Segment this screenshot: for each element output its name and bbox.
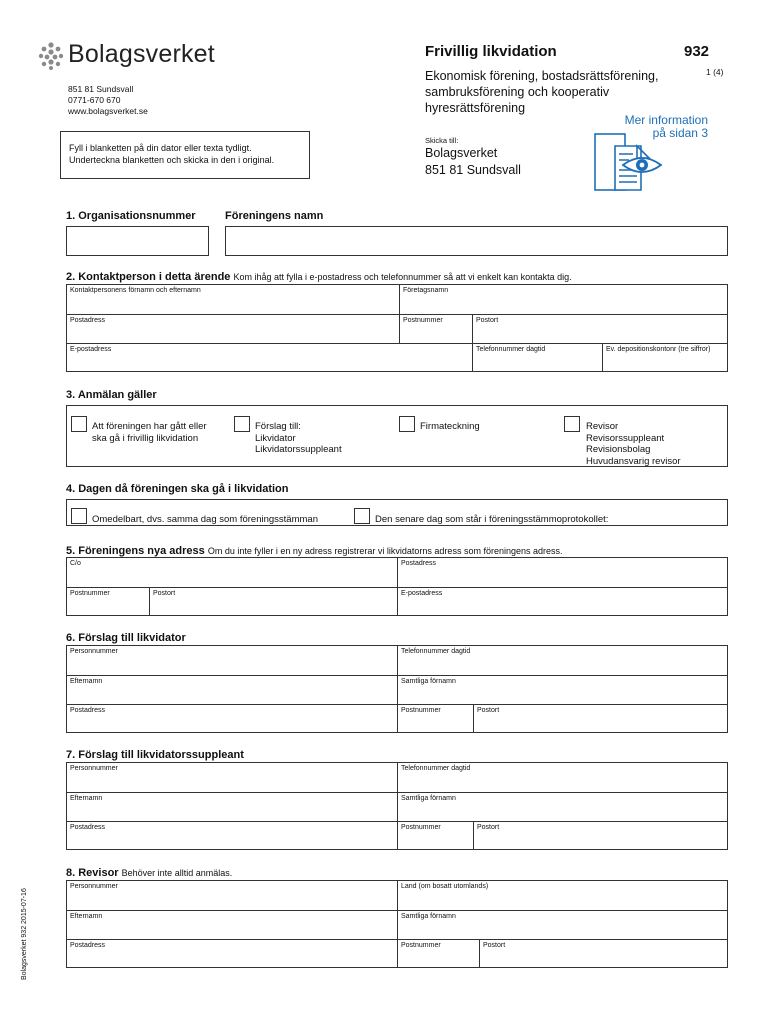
field-label: Efternamn: [70, 795, 103, 802]
form-title: Frivillig likvidation: [425, 43, 557, 60]
field-label: Samtliga förnamn: [401, 795, 456, 802]
field-label: Ev. depositionskontonr (tre siffror): [606, 346, 711, 353]
field-label: Postnummer: [401, 824, 441, 831]
liquidator-firstnames-field[interactable]: [397, 676, 727, 704]
new-postal-code-field[interactable]: [67, 588, 149, 615]
deputy-address-field[interactable]: [67, 822, 397, 849]
field-label: Telefonnummer dagtid: [401, 648, 471, 655]
send-to-label: Skicka till:: [425, 136, 459, 145]
section-5-note: Om du inte fyller i en ny adress registrerar vi likvidatorns adress som föreningens adress.: [207, 546, 563, 556]
contact-person-grid: [66, 284, 728, 372]
new-address-field[interactable]: [397, 558, 727, 587]
option-line: Likvidatorssuppleant: [255, 444, 342, 455]
field-label: Postort: [153, 590, 176, 597]
signatory-checkbox[interactable]: [399, 416, 415, 432]
auditor-pnr-field[interactable]: [67, 881, 397, 910]
contact-phone-field[interactable]: [472, 344, 602, 371]
instruction-line: Fyll i blanketten på din dator eller texta tydligt.: [69, 143, 252, 153]
deputy-phone-field[interactable]: [397, 763, 727, 792]
liquidator-postal-code-field[interactable]: [397, 705, 473, 732]
field-label: Telefonnummer dagtid: [476, 346, 546, 353]
field-label: Postnummer: [70, 590, 110, 597]
field-label: Postnummer: [403, 317, 443, 324]
section-2-note: Kom ihåg att fylla i e-postadress och telefonnummer så att vi enkelt kan kontakta dig.: [233, 272, 572, 282]
new-address-grid: [66, 557, 728, 616]
form-subtitle: [425, 68, 675, 116]
auditor-grid: [66, 880, 728, 968]
instruction-line: Underteckna blanketten och skicka in den i original.: [69, 155, 275, 165]
auditor-label: [586, 421, 681, 467]
option-line: Revisorssuppleant: [586, 432, 665, 444]
option-line: Huvudansvarig revisor: [586, 455, 681, 467]
section-8-heading: 8. Revisor: [66, 867, 119, 879]
option-line: Att föreningen har gått eller: [92, 421, 207, 432]
signatory-label: [420, 421, 480, 433]
field-label: Postort: [483, 942, 506, 949]
field-label: Kontaktpersonens förnamn och efternamn: [70, 287, 201, 294]
auditor-address-field[interactable]: [67, 940, 397, 967]
later-date-field[interactable]: [630, 500, 727, 525]
logo-text: Bolagsverket: [68, 40, 215, 68]
send-to-line: 851 81 Sundsvall: [425, 163, 521, 177]
org-number-field[interactable]: [66, 226, 209, 256]
field-label: Personnummer: [70, 765, 118, 772]
new-email-field[interactable]: [397, 588, 727, 615]
liquidation-checkbox[interactable]: [71, 416, 87, 432]
option-line: Likvidator: [255, 432, 296, 444]
phone-line: 0771-670 670: [68, 95, 121, 105]
contact-email-field[interactable]: [67, 344, 472, 371]
option-line: Revisionsbolag: [586, 444, 651, 455]
liquidation-date-box: [66, 499, 728, 526]
section-5-heading: 5. Föreningens nya adress: [66, 545, 205, 557]
document-eye-icon: [593, 124, 665, 194]
field-label: E-postadress: [401, 590, 443, 597]
section-2-title: [66, 271, 572, 283]
liquidator-surname-field[interactable]: [67, 676, 397, 704]
immediately-checkbox[interactable]: [71, 508, 87, 524]
contact-postal-code-field[interactable]: [399, 315, 472, 343]
co-field[interactable]: [67, 558, 397, 587]
section-5-title: [66, 545, 563, 557]
new-city-field[interactable]: [149, 588, 397, 615]
field-label: Telefonnummer dagtid: [401, 765, 471, 772]
field-label: Postnummer: [401, 942, 441, 949]
option-line: Förslag till:: [255, 421, 301, 432]
info-line: Mer information: [624, 113, 708, 127]
field-label: Postnummer: [401, 707, 441, 714]
section-8-title: [66, 867, 232, 879]
option-line: Revisor: [586, 421, 619, 432]
send-to-address: [425, 145, 521, 179]
immediately-label: Omedelbart, dvs. samma dag som föreningsstämman: [92, 514, 318, 525]
field-label: Postort: [477, 824, 500, 831]
address-line: 851 81 Sundsvall: [68, 84, 134, 94]
field-label: Postort: [476, 317, 499, 324]
info-line: på sidan 3: [652, 126, 708, 140]
instructions-box: [60, 131, 310, 179]
subtitle-line: Ekonomisk förening, bostadsrättsförening,: [425, 69, 659, 83]
liquidator-proposal-checkbox[interactable]: [234, 416, 250, 432]
field-label: Personnummer: [70, 648, 118, 655]
section-3-title: 3. Anmälan gäller: [66, 389, 157, 401]
contact-city-field[interactable]: [472, 315, 727, 343]
subtitle-line: hyresrättsförening: [425, 101, 526, 115]
auditor-firstnames-field[interactable]: [397, 911, 727, 939]
section-1-title: 1. Organisationsnummer: [66, 210, 196, 222]
field-label: Företagsnamn: [403, 287, 449, 294]
liquidator-proposal-label: [255, 421, 342, 456]
field-label: Postort: [477, 707, 500, 714]
section-7-title: 7. Förslag till likvidatorssuppleant: [66, 749, 244, 761]
option-line: Firmateckning: [420, 421, 480, 432]
deputy-postal-code-field[interactable]: [397, 822, 473, 849]
auditor-city-field[interactable]: [479, 940, 727, 967]
association-name-title: Föreningens namn: [225, 210, 324, 222]
company-name-field[interactable]: [399, 285, 727, 314]
later-date-checkbox[interactable]: [354, 508, 370, 524]
page-indicator: 1 (4): [706, 67, 724, 77]
deputy-pnr-field[interactable]: [67, 763, 397, 792]
website-link[interactable]: www.bolagsverket.se: [68, 106, 148, 116]
section-8-note: Behöver inte alltid anmälas.: [121, 868, 233, 878]
auditor-postal-code-field[interactable]: [397, 940, 479, 967]
field-label: Samtliga förnamn: [401, 913, 456, 920]
field-label: Land (om bosatt utomlands): [401, 883, 489, 890]
contact-name-field[interactable]: [67, 285, 399, 314]
field-label: Postadress: [70, 942, 106, 949]
field-label: Postadress: [70, 317, 106, 324]
send-to-line: Bolagsverket: [425, 146, 498, 160]
field-label: Efternamn: [70, 678, 103, 685]
deputy-city-field[interactable]: [473, 822, 727, 849]
section-2-heading: 2. Kontaktperson i detta ärende: [66, 271, 231, 283]
later-date-label: Den senare dag som står i föreningsstämmoprotokollet:: [375, 514, 609, 525]
liquidator-pnr-field[interactable]: [67, 646, 397, 675]
section-4-title: 4. Dagen då föreningen ska gå i likvidation: [66, 483, 289, 495]
field-label: Postadress: [70, 824, 106, 831]
deposit-account-field[interactable]: [602, 344, 727, 371]
field-label: Efternamn: [70, 913, 103, 920]
form-number: 932: [684, 43, 710, 60]
liquidator-grid: [66, 645, 728, 733]
deputy-firstnames-field[interactable]: [397, 793, 727, 821]
deputy-liquidator-grid: [66, 762, 728, 850]
liquidation-option-label: [92, 421, 207, 444]
auditor-surname-field[interactable]: [67, 911, 397, 939]
liquidator-address-field[interactable]: [67, 705, 397, 732]
section-6-title: 6. Förslag till likvidator: [66, 632, 186, 644]
deputy-surname-field[interactable]: [67, 793, 397, 821]
registration-type-box: [66, 405, 728, 467]
auditor-country-field[interactable]: [397, 881, 727, 910]
subtitle-line: sambruksförening och kooperativ: [425, 85, 610, 99]
auditor-checkbox[interactable]: [564, 416, 580, 432]
field-label: Postadress: [401, 560, 437, 567]
liquidator-city-field[interactable]: [473, 705, 727, 732]
contact-address-field[interactable]: [67, 315, 399, 343]
form-version-text: Bolagsverket 932 2015-07-16: [21, 888, 28, 980]
agency-address: [68, 84, 148, 117]
field-label: Postadress: [70, 707, 106, 714]
option-line: ska gå i frivillig likvidation: [92, 432, 199, 444]
field-label: E-postadress: [70, 346, 112, 353]
field-label: C/o: [70, 560, 81, 567]
logo-icon: [38, 42, 64, 70]
field-label: Samtliga förnamn: [401, 678, 456, 685]
association-name-field[interactable]: [225, 226, 728, 256]
field-label: Personnummer: [70, 883, 118, 890]
liquidator-phone-field[interactable]: [397, 646, 727, 675]
